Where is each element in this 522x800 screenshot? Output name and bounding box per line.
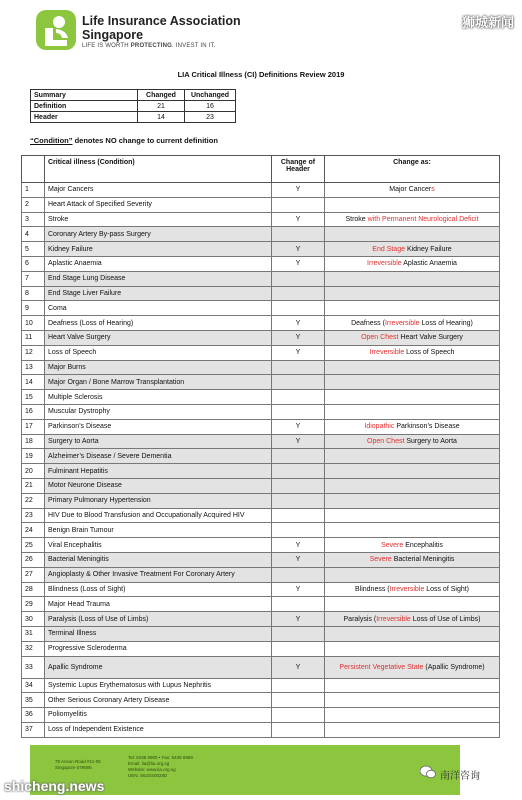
contact-line: Tel: 6438 8900 • Fax: 6438 6989 xyxy=(128,755,193,760)
summary-changed: 14 xyxy=(138,112,185,123)
header-change-flag xyxy=(272,523,325,538)
row-number: 20 xyxy=(22,464,45,479)
unchanged-text: Bacterial Meningitis xyxy=(393,556,455,564)
table-row xyxy=(22,597,500,612)
unchanged-text: Paralysis ( xyxy=(343,615,377,623)
change-as xyxy=(325,693,500,708)
row-number: 6 xyxy=(22,256,45,271)
illness-name: Systemic Lupus Erythematosus with Lupus Nephritis xyxy=(45,678,272,693)
illness-name: Motor Neurone Disease xyxy=(45,478,272,493)
illness-name: Blindness (Loss of Sight) xyxy=(45,582,272,597)
header-change-flag xyxy=(272,197,325,212)
table-row xyxy=(22,523,500,538)
row-number: 25 xyxy=(22,538,45,553)
change-as xyxy=(325,582,500,597)
change-as xyxy=(325,478,500,493)
summary-head-changed: Changed xyxy=(138,90,185,101)
summary-changed: 21 xyxy=(138,101,185,112)
table-header-row xyxy=(22,156,500,183)
unchanged-text: Blindness ( xyxy=(354,585,390,593)
footer-contact xyxy=(128,755,193,779)
changed-text: Irreversible xyxy=(384,319,422,327)
row-number: 37 xyxy=(22,722,45,737)
row-number: 9 xyxy=(22,301,45,316)
row-number: 8 xyxy=(22,286,45,301)
changed-text: Open Chest xyxy=(361,334,401,342)
change-as xyxy=(325,242,500,257)
unchanged-text: Deafness ( xyxy=(351,319,385,327)
change-as xyxy=(325,434,500,449)
illness-name: Alzheimer’s Disease / Severe Dementia xyxy=(45,449,272,464)
table-row xyxy=(22,390,500,405)
row-number: 19 xyxy=(22,449,45,464)
illness-name: Benign Brain Tumour xyxy=(45,523,272,538)
table-row xyxy=(22,242,500,257)
header-change-flag xyxy=(272,478,325,493)
illness-name: Fulminant Hepatitis xyxy=(45,464,272,479)
illness-name: Heart Attack of Specified Severity xyxy=(45,197,272,212)
table-row xyxy=(22,582,500,597)
header-change-flag xyxy=(272,449,325,464)
table-row xyxy=(22,478,500,493)
row-number: 32 xyxy=(22,641,45,656)
row-number: 15 xyxy=(22,390,45,405)
illness-name: Major Burns xyxy=(45,360,272,375)
change-as xyxy=(325,419,500,434)
row-number: 14 xyxy=(22,375,45,390)
change-as xyxy=(325,552,500,567)
contact-line: Website: www.lia.org.sg xyxy=(128,767,176,772)
row-number: 12 xyxy=(22,345,45,360)
illness-name: Paralysis (Loss of Use of Limbs) xyxy=(45,612,272,627)
change-as xyxy=(325,390,500,405)
changed-text: Idiopathic xyxy=(364,423,397,431)
illness-name: Heart Valve Surgery xyxy=(45,330,272,345)
row-number: 17 xyxy=(22,419,45,434)
row-number: 16 xyxy=(22,404,45,419)
table-row xyxy=(22,271,500,286)
change-as xyxy=(325,678,500,693)
row-number: 23 xyxy=(22,508,45,523)
illness-name: Terminal Illness xyxy=(45,626,272,641)
table-row xyxy=(22,330,500,345)
table-row xyxy=(22,256,500,271)
illness-name: Loss of Independent Existence xyxy=(45,722,272,737)
changed-text: Persistent Vegetative State xyxy=(339,663,426,671)
table-row xyxy=(22,464,500,479)
header-change-flag xyxy=(272,597,325,612)
table-row xyxy=(22,301,500,316)
illness-name: Progressive Scleroderma xyxy=(45,641,272,656)
change-as xyxy=(325,227,500,242)
row-number: 4 xyxy=(22,227,45,242)
change-as xyxy=(325,493,500,508)
change-as xyxy=(325,708,500,723)
row-number: 21 xyxy=(22,478,45,493)
change-as xyxy=(325,375,500,390)
illness-name: Major Organ / Bone Marrow Transplantation xyxy=(45,375,272,390)
unchanged-text: Heart Valve Surgery xyxy=(400,334,463,342)
document-title: LIA Critical Illness (CI) Definitions Review 2019 xyxy=(177,70,345,79)
change-as xyxy=(325,256,500,271)
illness-name: Major Cancers xyxy=(45,183,272,198)
row-number: 31 xyxy=(22,626,45,641)
unchanged-text: Major Cancer xyxy=(389,186,432,194)
tagline-part-2: PROTECTING xyxy=(130,43,173,49)
summary-head-label: Summary xyxy=(31,90,138,101)
table-row xyxy=(22,227,500,242)
organisation-name xyxy=(82,14,241,42)
row-number: 34 xyxy=(22,678,45,693)
header-change-flag xyxy=(272,493,325,508)
table-row xyxy=(22,493,500,508)
header-change-flag xyxy=(272,708,325,723)
illness-name: Primary Pulmonary Hypertension xyxy=(45,493,272,508)
unchanged-text: Aplastic Anaemia xyxy=(403,260,457,268)
contact-line: UEN: S62SS0028D xyxy=(128,773,168,778)
unchanged-text: Kidney Failure xyxy=(406,245,452,253)
illness-name: HIV Due to Blood Transfusion and Occupationally Acquired HIV xyxy=(45,508,272,523)
change-as xyxy=(325,360,500,375)
summary-unchanged: 23 xyxy=(185,112,236,123)
illness-name: Surgery to Aorta xyxy=(45,434,272,449)
change-as xyxy=(325,212,500,227)
table-row xyxy=(22,693,500,708)
header-change-flag xyxy=(272,641,325,656)
row-number: 1 xyxy=(22,183,45,198)
header-change-flag xyxy=(272,404,325,419)
change-as xyxy=(325,523,500,538)
changed-text: End Stage xyxy=(372,245,407,253)
table-row xyxy=(22,708,500,723)
header-change-flag: Y xyxy=(272,582,325,597)
tagline-part-1: LIFE IS WORTH xyxy=(82,43,131,49)
changed-text: Irreversible xyxy=(369,349,407,357)
changed-text: Irreversible xyxy=(389,585,427,593)
summary-table xyxy=(30,89,236,123)
unchanged-text: Loss of Speech xyxy=(406,349,455,357)
illness-name: Angioplasty & Other Invasive Treatment For Coronary Artery xyxy=(45,567,272,582)
illness-name: Aplastic Anaemia xyxy=(45,256,272,271)
col-illness-header: Critical illness (Condition) xyxy=(45,156,272,183)
header-change-flag: Y xyxy=(272,212,325,227)
illness-name: End Stage Liver Failure xyxy=(45,286,272,301)
illness-name: Viral Encephalitis xyxy=(45,538,272,553)
col-number-header xyxy=(22,156,45,183)
row-number: 11 xyxy=(22,330,45,345)
lia-logo-icon xyxy=(36,10,76,50)
illness-name: End Stage Lung Disease xyxy=(45,271,272,286)
table-row xyxy=(22,212,500,227)
header-change-flag: Y xyxy=(272,256,325,271)
unchanged-text: Surgery to Aorta xyxy=(406,437,457,445)
org-tagline xyxy=(82,43,216,49)
legend-note xyxy=(30,136,218,145)
illness-name: Stroke xyxy=(45,212,272,227)
org-name-line-1: Life Insurance Association xyxy=(82,14,241,28)
changed-text: with Permanent Neurological Deficit xyxy=(367,215,479,223)
change-as xyxy=(325,656,500,678)
unchanged-text: Loss of Use of Limbs) xyxy=(412,615,481,623)
table-row xyxy=(22,508,500,523)
change-as xyxy=(325,449,500,464)
header-change-flag: Y xyxy=(272,316,325,331)
row-number: 3 xyxy=(22,212,45,227)
note-quoted: “Condition” xyxy=(30,136,73,145)
illness-name: Apallic Syndrome xyxy=(45,656,272,678)
watermark-bottom-left: shicheng.news xyxy=(4,778,105,794)
header-change-flag xyxy=(272,722,325,737)
changed-text: Open Chest xyxy=(367,437,407,445)
row-number: 36 xyxy=(22,708,45,723)
illness-name: Muscular Dystrophy xyxy=(45,404,272,419)
change-as xyxy=(325,301,500,316)
illness-name: Deafness (Loss of Hearing) xyxy=(45,316,272,331)
row-number: 22 xyxy=(22,493,45,508)
header-change-flag xyxy=(272,286,325,301)
table-row xyxy=(22,316,500,331)
table-row xyxy=(22,722,500,737)
change-as xyxy=(325,508,500,523)
changed-text: Severe xyxy=(369,556,394,564)
header-change-flag: Y xyxy=(272,552,325,567)
table-row xyxy=(22,641,500,656)
header-change-flag xyxy=(272,626,325,641)
row-number: 30 xyxy=(22,612,45,627)
header-change-flag: Y xyxy=(272,242,325,257)
header-change-flag xyxy=(272,678,325,693)
row-number: 10 xyxy=(22,316,45,331)
illness-name: Kidney Failure xyxy=(45,242,272,257)
table-row xyxy=(22,567,500,582)
watermark-bottom-right: 南洋咨询 xyxy=(440,771,480,782)
unchanged-text: Loss of Hearing) xyxy=(421,319,473,327)
table-row xyxy=(22,434,500,449)
row-number: 7 xyxy=(22,271,45,286)
illness-name: Other Serious Coronary Artery Disease xyxy=(45,693,272,708)
table-body xyxy=(22,183,500,738)
row-number: 13 xyxy=(22,360,45,375)
illness-name: Multiple Sclerosis xyxy=(45,390,272,405)
header-change-flag xyxy=(272,375,325,390)
header-change-flag: Y xyxy=(272,183,325,198)
summary-row xyxy=(31,112,236,123)
footer-address xyxy=(55,759,101,771)
header-change-flag xyxy=(272,227,325,242)
illness-name: Loss of Speech xyxy=(45,345,272,360)
row-number: 28 xyxy=(22,582,45,597)
header-change-flag xyxy=(272,508,325,523)
header-change-flag: Y xyxy=(272,330,325,345)
header-change-flag xyxy=(272,271,325,286)
row-number: 29 xyxy=(22,597,45,612)
col-change-as-header: Change as: xyxy=(325,156,500,183)
change-as xyxy=(325,330,500,345)
table-row xyxy=(22,375,500,390)
row-number: 35 xyxy=(22,693,45,708)
change-as xyxy=(325,722,500,737)
change-as xyxy=(325,197,500,212)
table-row xyxy=(22,538,500,553)
unchanged-text: Encephalitis xyxy=(405,541,443,549)
change-as xyxy=(325,286,500,301)
row-number: 33 xyxy=(22,656,45,678)
header-change-flag xyxy=(272,390,325,405)
change-as xyxy=(325,183,500,198)
illness-name: Poliomyelitis xyxy=(45,708,272,723)
change-as xyxy=(325,271,500,286)
summary-row xyxy=(31,101,236,112)
change-as xyxy=(325,641,500,656)
table-row xyxy=(22,197,500,212)
header-change-flag: Y xyxy=(272,434,325,449)
address-line: 79 Anson Road #11-05 xyxy=(55,759,101,764)
change-as xyxy=(325,612,500,627)
illness-name: Coronary Artery By-pass Surgery xyxy=(45,227,272,242)
changed-text: Severe xyxy=(381,541,406,549)
table-row xyxy=(22,449,500,464)
table-row xyxy=(22,419,500,434)
change-as xyxy=(325,464,500,479)
illness-name: Major Head Trauma xyxy=(45,597,272,612)
table-row xyxy=(22,552,500,567)
header-change-flag: Y xyxy=(272,538,325,553)
change-as xyxy=(325,345,500,360)
change-as xyxy=(325,404,500,419)
change-as xyxy=(325,538,500,553)
header-change-flag xyxy=(272,693,325,708)
illness-name: Bacterial Meningitis xyxy=(45,552,272,567)
unchanged-text: Parkinson’s Disease xyxy=(396,423,460,431)
table-row xyxy=(22,183,500,198)
unchanged-text: (Apallic Syndrome) xyxy=(425,663,485,671)
col-header-change-header: Change of Header xyxy=(272,156,325,183)
header-change-flag: Y xyxy=(272,419,325,434)
row-number: 18 xyxy=(22,434,45,449)
change-as xyxy=(325,316,500,331)
change-as xyxy=(325,626,500,641)
header-change-flag xyxy=(272,301,325,316)
table-row xyxy=(22,678,500,693)
header-change-flag: Y xyxy=(272,345,325,360)
summary-label: Header xyxy=(31,112,138,123)
table-row xyxy=(22,345,500,360)
illness-name: Parkinson’s Disease xyxy=(45,419,272,434)
table-row xyxy=(22,286,500,301)
illness-name: Coma xyxy=(45,301,272,316)
table-row xyxy=(22,612,500,627)
table-row xyxy=(22,360,500,375)
address-line: Singapore 079906 xyxy=(55,765,92,770)
note-text: denotes NO change to current definition xyxy=(72,136,218,145)
wechat-icon xyxy=(420,765,436,779)
watermark-top: 狮城新闻 xyxy=(461,15,514,30)
header-change-flag: Y xyxy=(272,656,325,678)
unchanged-text: Stroke xyxy=(345,215,368,223)
changed-text: Irreversible xyxy=(367,260,404,268)
ci-definitions-table xyxy=(21,155,500,738)
row-number: 2 xyxy=(22,197,45,212)
row-number: 24 xyxy=(22,523,45,538)
tagline-part-3: . INVEST IN IT. xyxy=(172,43,216,49)
header-change-flag xyxy=(272,360,325,375)
summary-label: Definition xyxy=(31,101,138,112)
changed-text: s xyxy=(431,186,435,194)
change-as xyxy=(325,567,500,582)
row-number: 5 xyxy=(22,242,45,257)
org-name-line-2: Singapore xyxy=(82,28,144,42)
summary-head-unchanged: Unchanged xyxy=(185,90,236,101)
table-row xyxy=(22,404,500,419)
changed-text: Irreversible xyxy=(376,615,413,623)
summary-unchanged: 16 xyxy=(185,101,236,112)
contact-line: Email: lia@lia.org.sg xyxy=(128,761,170,766)
table-row xyxy=(22,626,500,641)
unchanged-text: Loss of Sight) xyxy=(426,585,470,593)
table-row xyxy=(22,656,500,678)
row-number: 26 xyxy=(22,552,45,567)
header-change-flag xyxy=(272,567,325,582)
row-number: 27 xyxy=(22,567,45,582)
change-as xyxy=(325,597,500,612)
header-change-flag: Y xyxy=(272,612,325,627)
summary-header-row xyxy=(31,90,236,101)
header-change-flag xyxy=(272,464,325,479)
